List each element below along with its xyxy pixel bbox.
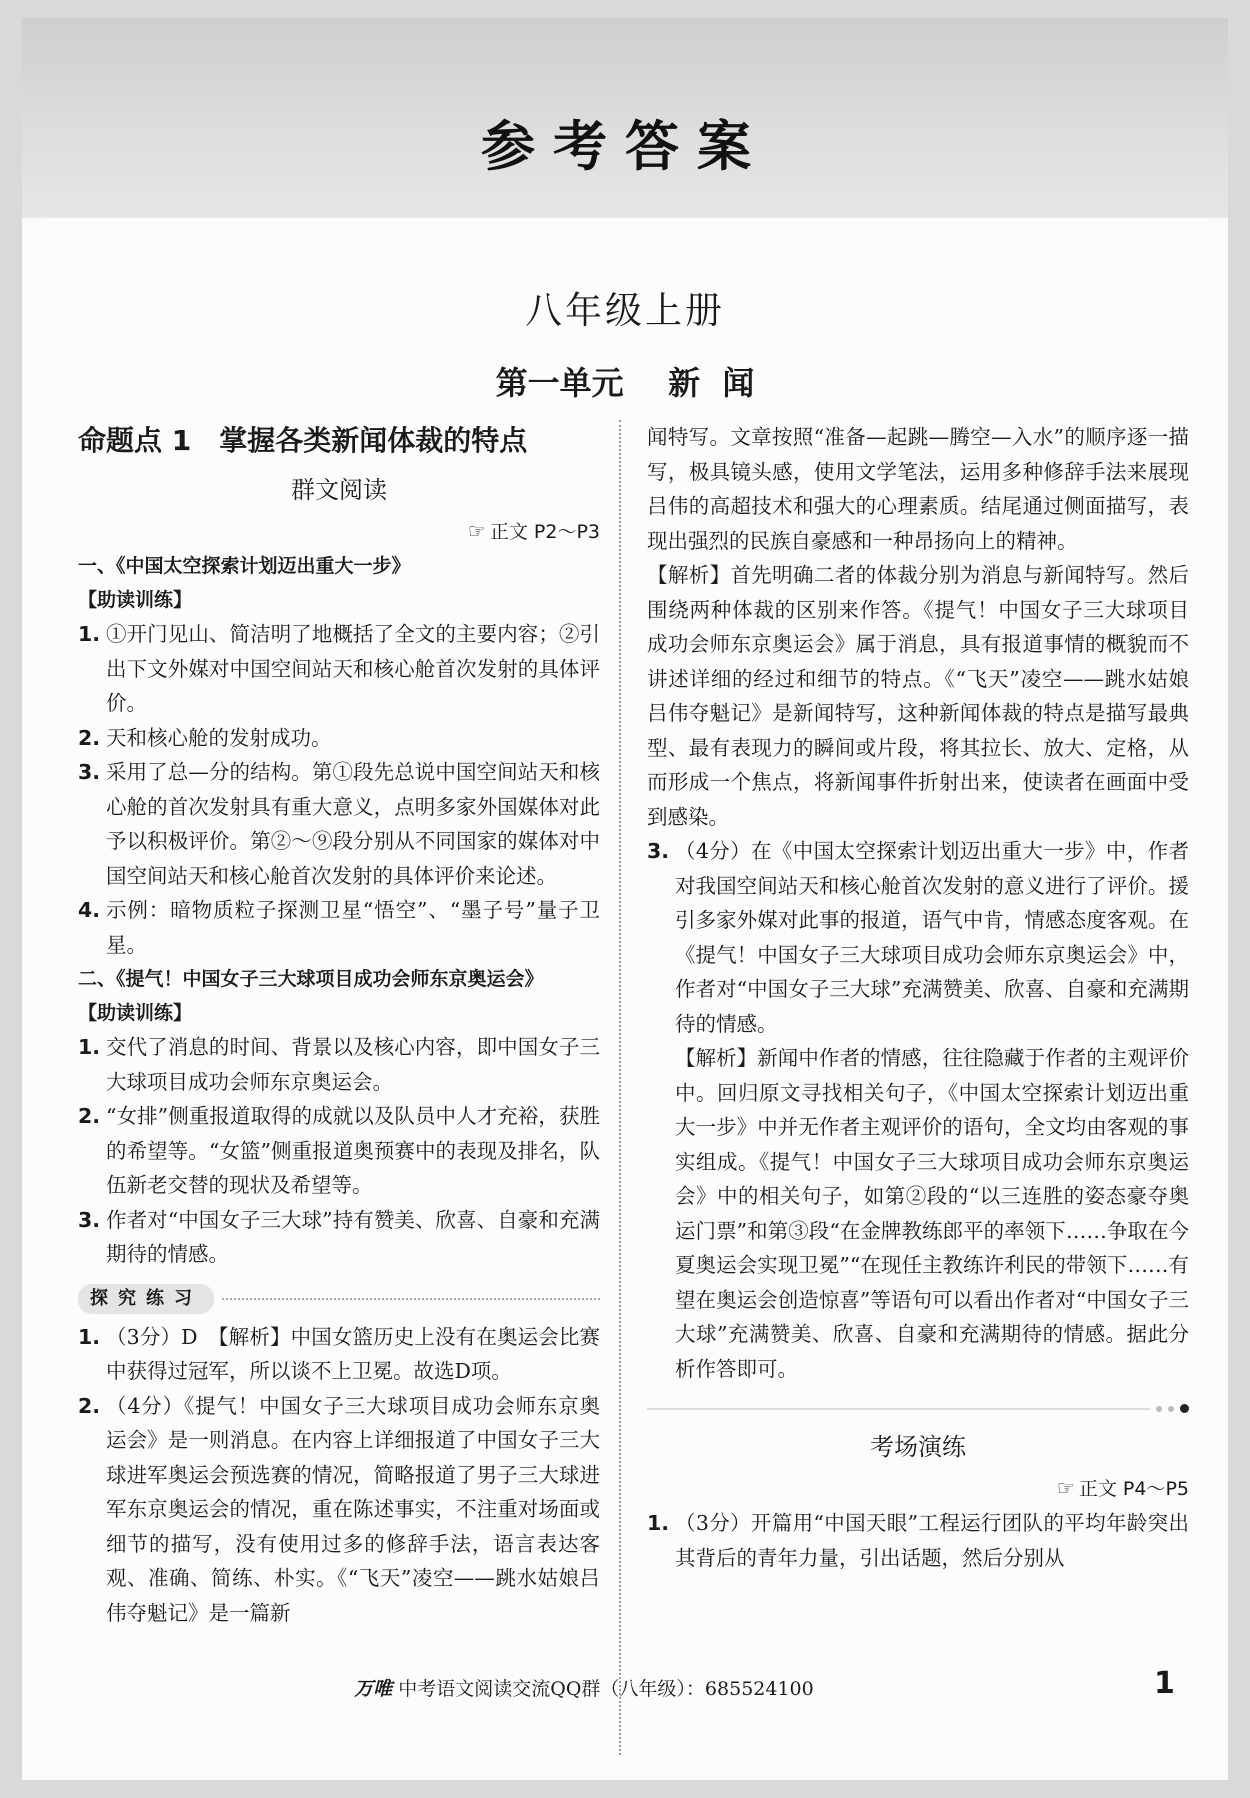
footer-qq-line bbox=[284, 1674, 884, 1701]
item-text: （3分）D 【解析】中国女篮历史上没有在奥运会比赛中获得过冠军，所以谈不上卫冕。故选D项。 bbox=[106, 1324, 600, 1383]
section-title-2: 二、《提气！中国女子三大球项目成功会师东京奥运会》 bbox=[78, 968, 544, 990]
item-number: 3. bbox=[78, 1207, 101, 1232]
item-text: （4分）在《中国太空探索计划迈出重大一步》中，作者对我国空间站天和核心舱首次发射的意义进行了评价。援引多家外媒对此事的报道，语气中肯，情感态度客观。在《提气！中国女子三大球项目成功会师东京奥运会》中，作者对“中国女子三大球”充满赞美、欣喜、自豪和充满期待的情感。 bbox=[675, 839, 1189, 1036]
page-reference bbox=[647, 1471, 1189, 1506]
unit-title: 第一单元 新 闻 bbox=[495, 364, 755, 402]
item-text: ①开门见山、简洁明了地概括了全文的主要内容；②引出下文外媒对中国空间站天和核心舱首次发射的具体评价。 bbox=[106, 622, 600, 715]
list-item bbox=[78, 755, 600, 893]
list-item bbox=[78, 721, 600, 756]
section-title-1: 一、《中国太空探索计划迈出重大一步》 bbox=[78, 555, 411, 577]
item-number: 4. bbox=[78, 898, 101, 922]
qq-group-text: 中考语文阅读交流QQ群（八年级）：685524100 bbox=[398, 1678, 814, 1700]
section-tag-2: 【助读训练】 bbox=[78, 1002, 193, 1024]
item-number: 1. bbox=[78, 622, 101, 646]
right-column bbox=[647, 420, 1189, 1575]
item-text: 天和核心舱的发射成功。 bbox=[106, 725, 332, 750]
divider-line bbox=[222, 1298, 600, 1300]
page bbox=[22, 18, 1228, 1780]
left-column bbox=[78, 420, 600, 1630]
item-text: 交代了消息的时间、背景以及核心内容，即中国女子三大球项目成功会师东京奥运会。 bbox=[106, 1035, 600, 1094]
list-item bbox=[78, 1203, 600, 1272]
item-number: 3. bbox=[78, 760, 101, 784]
continued-text: 闻特写。文章按照“准备—起跳—腾空—入水”的顺序逐一描写，极具镜头感，使用文学笔法，运用多种修辞手法来展现吕伟的高超技术和强大的心理素质。结尾通过侧面描写，表现出强烈的民族自豪感和一种昂扬向上的精神。 bbox=[647, 425, 1189, 553]
header-title: 参考答案 bbox=[481, 115, 769, 178]
list-item bbox=[647, 1506, 1189, 1575]
page-reference bbox=[78, 514, 600, 549]
brand-logo: 万唯 bbox=[354, 1678, 393, 1700]
list-item bbox=[78, 893, 600, 962]
item-text: （4分）《提气！中国女子三大球项目成功会师东京奥运会》是一则消息。在内容上详细报道了中国女子三大球进军奥运会预选赛的情况，简略报道了男子三大球进军东京奥运会的情况，重在陈述事实，不注重对场面或细节的描写，没有使用过多的修辞手法，语言表达客观、准确、简练、朴实。《“飞天”凌空——跳水姑娘吕伟夺魁记》是一篇新 bbox=[106, 1393, 600, 1625]
item-number: 1. bbox=[78, 1035, 101, 1059]
list-item bbox=[647, 834, 1189, 1041]
page-reference-text: 正文 P4～P5 bbox=[1078, 1478, 1189, 1500]
page-number: 1 bbox=[1154, 1666, 1175, 1701]
list-item bbox=[78, 1389, 600, 1631]
analysis-paragraph: 【解析】新闻中作者的情感，往往隐藏于作者的主观评价中。回归原文寻找相关句子，《中国太空探索计划迈出重大一步》中并无作者主观评价的语句，全文均由客观的事实组成。《提气！中国女子三大球项目成功会师东京奥运会》中的相关句子，如第②段的“以三连胜的姿态豪夺奥运门票”和第③段“在金牌教练郎平的率领下……争取在今夏奥运会实现卫冕”“在现任主教练许利民的带领下……有望在奥运会创造惊喜”等语句可以看出作者对“中国女子三大球”充满赞美、欣喜、自豪和充满期待的情感。据此分析作答即可。 bbox=[675, 1046, 1189, 1381]
item-text: 采用了总—分的结构。第①段先总说中国空间站天和核心舱的首次发射具有重大意义，点明多家外国媒体对此予以积极评价。第②～⑨段分别从不同国家的媒体对中国空间站天和核心舱首次发射的具体评价来论述。 bbox=[106, 760, 600, 888]
dot bbox=[1168, 1406, 1174, 1412]
content-area bbox=[44, 218, 1206, 1758]
dot bbox=[1180, 1404, 1189, 1413]
item-number: 1. bbox=[78, 1324, 101, 1349]
dot bbox=[1156, 1406, 1162, 1412]
item-text: “女排”侧重报道取得的成就以及队员中人才充裕，获胜的希望等。“女篮”侧重报道奥预赛中的表现及排名，队伍新老交替的现状及希望等。 bbox=[106, 1104, 600, 1197]
item-number: 2. bbox=[78, 1104, 101, 1128]
item-number: 1. bbox=[647, 1511, 670, 1535]
footer bbox=[44, 1666, 1206, 1706]
page-reference-text: 正文 P2～P3 bbox=[489, 521, 600, 543]
item-number: 2. bbox=[78, 725, 101, 750]
section-tag-1: 【助读训练】 bbox=[78, 589, 193, 611]
item-number: 3. bbox=[647, 839, 670, 863]
book-title: 八年级上册 bbox=[525, 289, 725, 332]
item-number: 2. bbox=[78, 1393, 101, 1418]
list-item bbox=[78, 1099, 600, 1203]
column-divider bbox=[619, 420, 621, 1755]
topic-heading: 命题点 1 掌握各类新闻体裁的特点 bbox=[78, 424, 528, 457]
explore-practice-header bbox=[78, 1284, 600, 1314]
exam-practice-title: 考场演练 bbox=[870, 1433, 966, 1461]
pointing-hand-icon: ☞ bbox=[467, 519, 486, 543]
item-text: 作者对“中国女子三大球”持有赞美、欣喜、自豪和充满期待的情感。 bbox=[106, 1207, 600, 1266]
subheading-group-reading: 群文阅读 bbox=[291, 476, 387, 504]
item-text: （3分）开篇用“中国天眼”工程运行团队的平均年龄突出其背后的青年力量，引出话题，然后分别从 bbox=[675, 1511, 1189, 1570]
list-item bbox=[78, 1320, 600, 1389]
divider-line bbox=[647, 1408, 1150, 1410]
section-separator bbox=[647, 1404, 1189, 1413]
item-text: 示例：暗物质粒子探测卫星“悟空”、“墨子号”量子卫星。 bbox=[106, 898, 600, 957]
list-item bbox=[78, 617, 600, 721]
analysis-paragraph: 【解析】首先明确二者的体裁分别为消息与新闻特写。然后围绕两种体裁的区别来作答。《提气！中国女子三大球项目成功会师东京奥运会》属于消息，具有报道事情的概貌而不讲述详细的经过和细节的特点。《“飞天”凌空——跳水姑娘吕伟夺魁记》是新闻特写，这种新闻体裁的特点是描写最典型、最有表现力的瞬间或片段，将其拉长、放大、定格，从而形成一个焦点，将新闻事件折射出来，使读者在画面中受到感染。 bbox=[647, 563, 1189, 829]
pointing-hand-icon: ☞ bbox=[1056, 1476, 1075, 1500]
explore-badge: 探究练习 bbox=[78, 1284, 214, 1314]
header-band bbox=[22, 18, 1228, 218]
list-item bbox=[78, 1030, 600, 1099]
